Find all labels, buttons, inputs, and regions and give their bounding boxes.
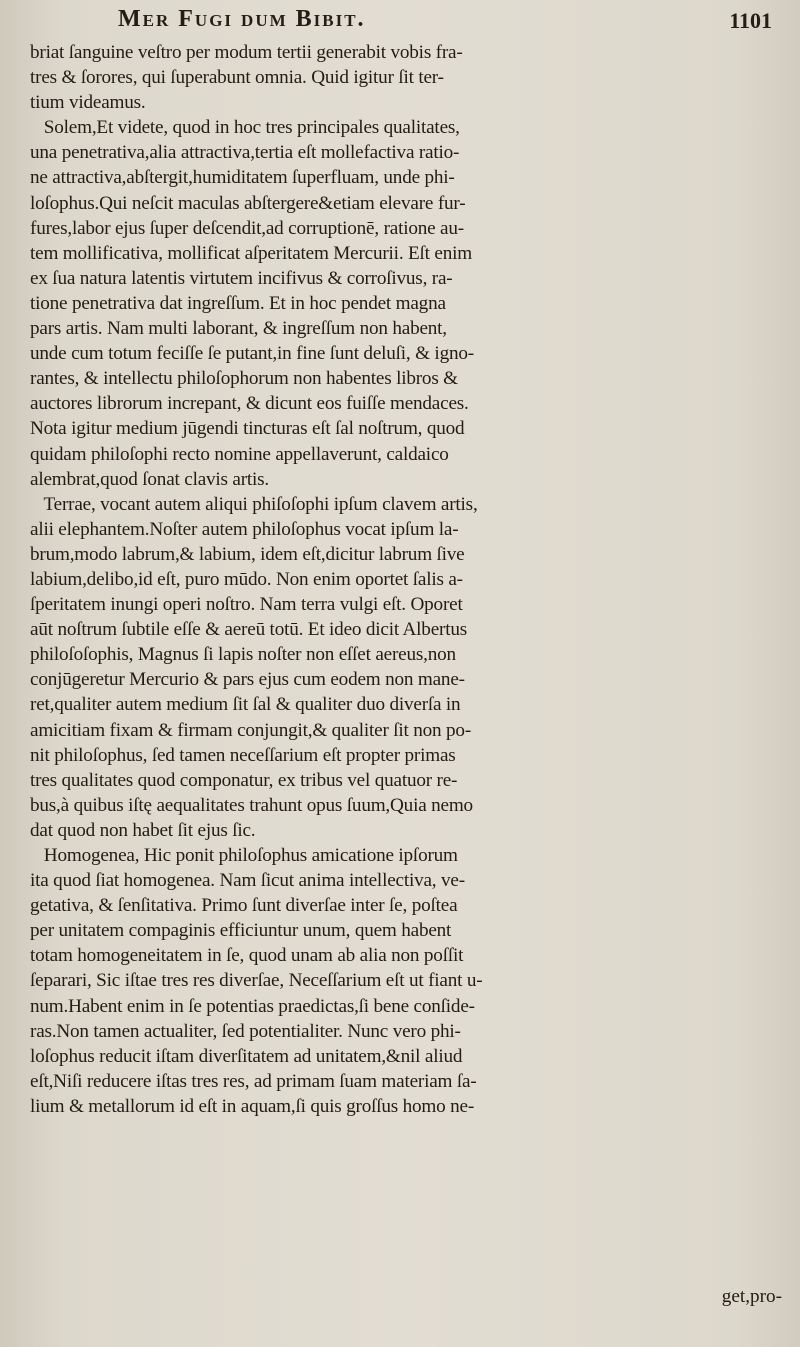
text-line: ſeparari, Sic iſtae tres res diverſae, Neceſſarium eſt ut fiant u-	[30, 970, 483, 992]
text-line: quidam philoſophi recto nomine appellaverunt, caldaico	[30, 443, 449, 465]
text-line: getativa, & ſenſitativa. Primo ſunt diverſae inter ſe, poſtea	[30, 895, 458, 917]
text-line: totam homogeneitatem in ſe, quod unam ab alia non poſſit	[30, 945, 464, 967]
running-title: Mer Fugi dum Bibit.	[118, 6, 366, 32]
text-line: num.Habent enim in ſe potentias praedictas,ſi bene conſide-	[30, 995, 475, 1017]
text-line: dat quod non habet ſit ejus ſic.	[30, 819, 256, 841]
text-line: philoſoſophis, Magnus ſi lapis noſter non eſſet aereus,non	[30, 644, 456, 666]
text-line: bus,à quibus iſtę aequalitates trahunt opus ſuum,Quia nemo	[30, 794, 473, 816]
text-line: Homogenea, Hic ponit philoſophus amicatione ipſorum	[30, 845, 458, 866]
text-line: labium,delibo,id eſt, puro mūdo. Non enim oportet ſalis a-	[30, 568, 463, 590]
text-line: briat ſanguine veſtro per modum tertii generabit vobis fra-	[30, 42, 463, 63]
text-line: brum,modo labrum,& labium, idem eſt,dicitur labrum ſive	[30, 543, 465, 565]
text-line: alembrat,quod ſonat clavis artis.	[30, 468, 270, 490]
body-text	[30, 40, 780, 1119]
text-line: conjūgeretur Mercurio & pars ejus cum eodem non mane-	[30, 669, 465, 691]
text-line: nit philoſophus, ſed tamen neceſſarium eſt propter primas	[30, 744, 456, 766]
text-line: Nota igitur medium jūgendi tincturas eſt ſal noſtrum, quod	[30, 418, 465, 440]
text-line: ret,qualiter autem medium ſit ſal & qualiter duo diverſa in	[30, 694, 461, 716]
text-line: Terrae, vocant autem aliqui phiſoſophi ipſum clavem artis,	[30, 493, 478, 515]
text-line: Solem,Et videte, quod in hoc tres principales qualitates,	[30, 117, 460, 139]
text-line: auctores librorum increpant, & dicunt eos fuiſſe mendaces.	[30, 393, 469, 415]
text-line: ex ſua natura latentis virtutem incifivus & corroſivus, ra-	[30, 267, 453, 289]
text-line: pars artis. Nam multi laborant, & ingreſſum non habent,	[30, 318, 447, 340]
catchword: get,pro-	[721, 1286, 782, 1307]
text-line: una penetrativa,alia attractiva,tertia eſt mollefactiva ratio-	[30, 142, 460, 164]
text-line: loſophus.Qui neſcit maculas abſtergere&etiam elevare fur-	[30, 192, 466, 214]
text-line: amicitiam fixam & firmam conjungit,& qualiter ſit non po-	[30, 719, 472, 741]
page-number: 1101	[729, 8, 772, 33]
text-line: tione penetrativa dat ingreſſum. Et in hoc pendet magna	[30, 292, 446, 314]
text-line: eſt,Niſi reducere iſtas tres res, ad primam ſuam materiam ſa-	[30, 1070, 477, 1092]
text-line: ſperitatem inungi operi noſtro. Nam terra vulgi eſt. Oporet	[30, 594, 463, 616]
text-line: tres & ſorores, qui ſuperabunt omnia. Quid igitur ſit ter-	[30, 67, 444, 89]
text-line: ras.Non tamen actualiter, ſed potentialiter. Nunc vero phi-	[30, 1020, 461, 1042]
text-line: rantes, & intellectu philoſophorum non habentes libros &	[30, 368, 458, 390]
text-line: tem mollificativa, mollificat aſperitatem Mercurii. Eſt enim	[30, 242, 472, 264]
text-line: unde cum totum feciſſe ſe putant,in fine ſunt deluſi, & igno-	[30, 343, 474, 365]
text-line: aūt noſtrum ſubtile eſſe & aereū totū. Et ideo dicit Albertus	[30, 619, 468, 641]
text-line: alii elephantem.Noſter autem philoſophus vocat ipſum la-	[30, 518, 459, 540]
text-line: per unitatem compaginis efficiuntur unum, quem habent	[30, 920, 452, 942]
text-line: loſophus reducit iſtam diverſitatem ad unitatem,&nil aliud	[30, 1045, 463, 1067]
text-line: fures,labor ejus ſuper deſcendit,ad corruptionē, ratione au-	[30, 217, 464, 239]
text-line: tres qualitates quod componatur, ex tribus vel quatuor re-	[30, 769, 458, 791]
running-head	[30, 6, 780, 40]
text-line: tium videamus.	[30, 92, 146, 114]
text-line: lium & metallorum id eſt in aquam,ſi quis groſſus homo ne-	[30, 1095, 475, 1117]
text-line: ne attractiva,abſtergit,humiditatem ſuperfluam, unde phi-	[30, 167, 455, 189]
text-line: ita quod ſiat homogenea. Nam ſicut anima intellectiva, ve-	[30, 870, 465, 892]
